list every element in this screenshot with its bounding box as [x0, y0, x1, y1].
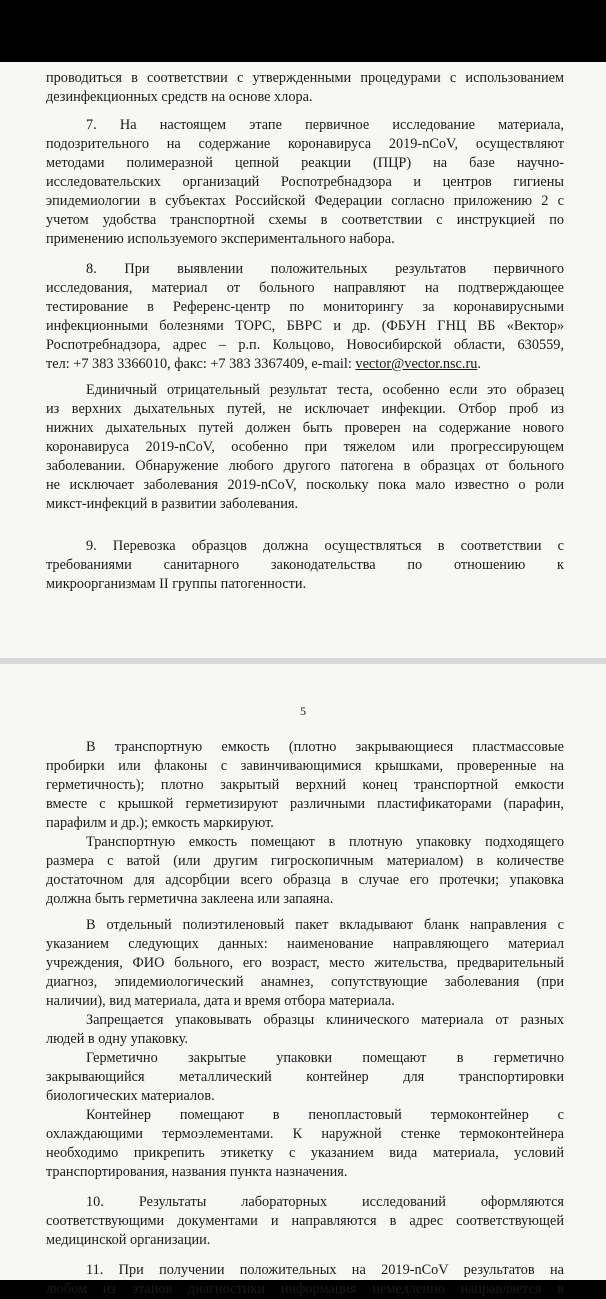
- paragraph-start: Транспортную емкость помещают в плотную упаковку подходящего: [86, 834, 564, 850]
- text-line: тестирование в Референс-центр по мониторингу за коронавирусными: [46, 299, 564, 315]
- paragraph-9-start: 9. Перевозка образцов должна осуществляться в соответствии с: [86, 538, 564, 554]
- paragraph-start: Запрещается упаковывать образцы клинического материала от разных: [86, 1012, 564, 1028]
- text-line: проводиться в соответствии с утвержденными процедурами с использованием: [46, 70, 564, 86]
- text-line: герметичность); плотно закрытый верхний конец транспортной емкости: [46, 777, 564, 793]
- text-line: коронавируса 2019-nCoV, особенно при тяжелом или прогрессирующем: [46, 439, 564, 455]
- text-line: охлаждающими термоэлементами. К наружной стенке термоконтейнера: [46, 1126, 564, 1142]
- text-line: применению используемого экспериментального набора.: [46, 231, 395, 247]
- paragraph-start: В транспортную емкость (плотно закрывающиеся пластмассовые: [86, 739, 564, 755]
- text-line: достаточном для адсорбции всего образца в случае его протечки; упаковка: [46, 872, 564, 888]
- text-line: заболевании. Обнаружение любого другого патогена в образцах от больного: [46, 458, 564, 474]
- text-line: подозрительного на содержание коронавируса 2019-nCoV, осуществляют: [46, 136, 564, 152]
- text-line: требованиями санитарного законодательства по отношению к: [46, 557, 564, 573]
- text-line: должна быть герметична заклеена или запаяна.: [46, 891, 334, 907]
- paragraph-start: Контейнер помещают в пенопластовый термоконтейнер с: [86, 1107, 564, 1123]
- text-line: инфекционными болезнями ТОРС, БВРС и др. (ФБУН ГНЦ ВБ «Вектор»: [46, 318, 564, 334]
- text-line: закрывающийся металлический контейнер для транспортировки: [46, 1069, 564, 1085]
- text-line: учреждения, ФИО больного, его возраст, место жительства, предварительный: [46, 955, 564, 971]
- text-line: необходимо прикрепить этикетку с указанием вида материала, условий: [46, 1145, 564, 1161]
- text-line: не исключает заболевания 2019-nCoV, поскольку пока мало известно о роли: [46, 477, 564, 493]
- text-line: из верхних дыхательных путей, не исключает инфекции. Отбор проб из: [46, 401, 564, 417]
- text-line: дезинфекционных средств на основе хлора.: [46, 89, 313, 105]
- text-line: микст-инфекций в развитии заболевания.: [46, 496, 299, 512]
- text-line: исследования, материал от больного направляют на подтверждающее: [46, 280, 564, 296]
- text-line: транспортирования, названия пункта назначения.: [46, 1164, 348, 1180]
- text-span: .: [477, 356, 481, 372]
- text-line: соответствующими документами и направляются в адрес соответствующей: [46, 1213, 564, 1229]
- document-page-4: [0, 62, 606, 658]
- text-line: любом из этапов диагностики информация немедленно направляется в: [46, 1281, 564, 1297]
- text-line: микроорганизмам II группы патогенности.: [46, 576, 307, 592]
- text-line: вместе с крышкой герметизируют различными пластификаторами (парафин,: [46, 796, 564, 812]
- paragraph-start: Единичный отрицательный результат теста, особенно если это образец: [86, 382, 564, 398]
- text-line: Роспотребнадзора, адрес – р.п. Кольцово, Новосибирской области, 630559,: [46, 337, 564, 353]
- paragraph-7-start: 7. На настоящем этапе первичное исследование материала,: [86, 117, 564, 133]
- email-link[interactable]: vector@vector.nsc.ru: [355, 356, 478, 372]
- text-line: парафилм и др.); емкость маркируют.: [46, 815, 274, 831]
- text-line: эпидемиологии в субъектах Российской Федерации согласно приложению 2 с: [46, 193, 564, 209]
- text-line: исследовательских организаций Роспотребнадзора и центров гигиены: [46, 174, 564, 190]
- paragraph-10-start: 10. Результаты лабораторных исследований оформляются: [86, 1194, 564, 1210]
- paragraph-8-start: 8. При выявлении положительных результатов первичного: [86, 261, 564, 277]
- text-line: пробирки или флаконы с завинчивающимися крышками, проверенные на: [46, 758, 564, 774]
- document-page-5: [0, 664, 606, 1297]
- text-line: биологических материалов.: [46, 1088, 215, 1104]
- text-line: учетом удобства транспортной схемы в соответствии с инструкцией по: [46, 212, 564, 228]
- paragraph-11-start: 11. При получении положительных на 2019-nCoV результатов на: [86, 1262, 564, 1278]
- text-line: медицинской организации.: [46, 1232, 211, 1248]
- text-line: размера с ватой (или другим гигроскопичным материалом) в количестве: [46, 853, 564, 869]
- page-number: 5: [300, 704, 306, 718]
- text-line: людей в одну упаковку.: [46, 1031, 188, 1047]
- text-span: тел: +7 383 3366010, факс: +7 383 3367409, e-mail:: [46, 356, 356, 372]
- text-line: методами полимеразной цепной реакции (ПЦР) на базе научно-: [46, 155, 564, 171]
- text-line: наличии), вид материала, дата и время отбора материала.: [46, 993, 395, 1009]
- text-line: нижних дыхательных путей должен быть проверен на содержание нового: [46, 420, 564, 436]
- text-line: диагноз, эпидемиологический анамнез, сопутствующие заболевания (при: [46, 974, 564, 990]
- paragraph-start: Герметично закрытые упаковки помещают в герметично: [86, 1050, 564, 1066]
- paragraph-start: В отдельный полиэтиленовый пакет вкладывают бланк направления с: [86, 917, 564, 933]
- text-line: указанием следующих данных: наименование направляющего материал: [46, 936, 564, 952]
- text-line-email: [46, 355, 564, 374]
